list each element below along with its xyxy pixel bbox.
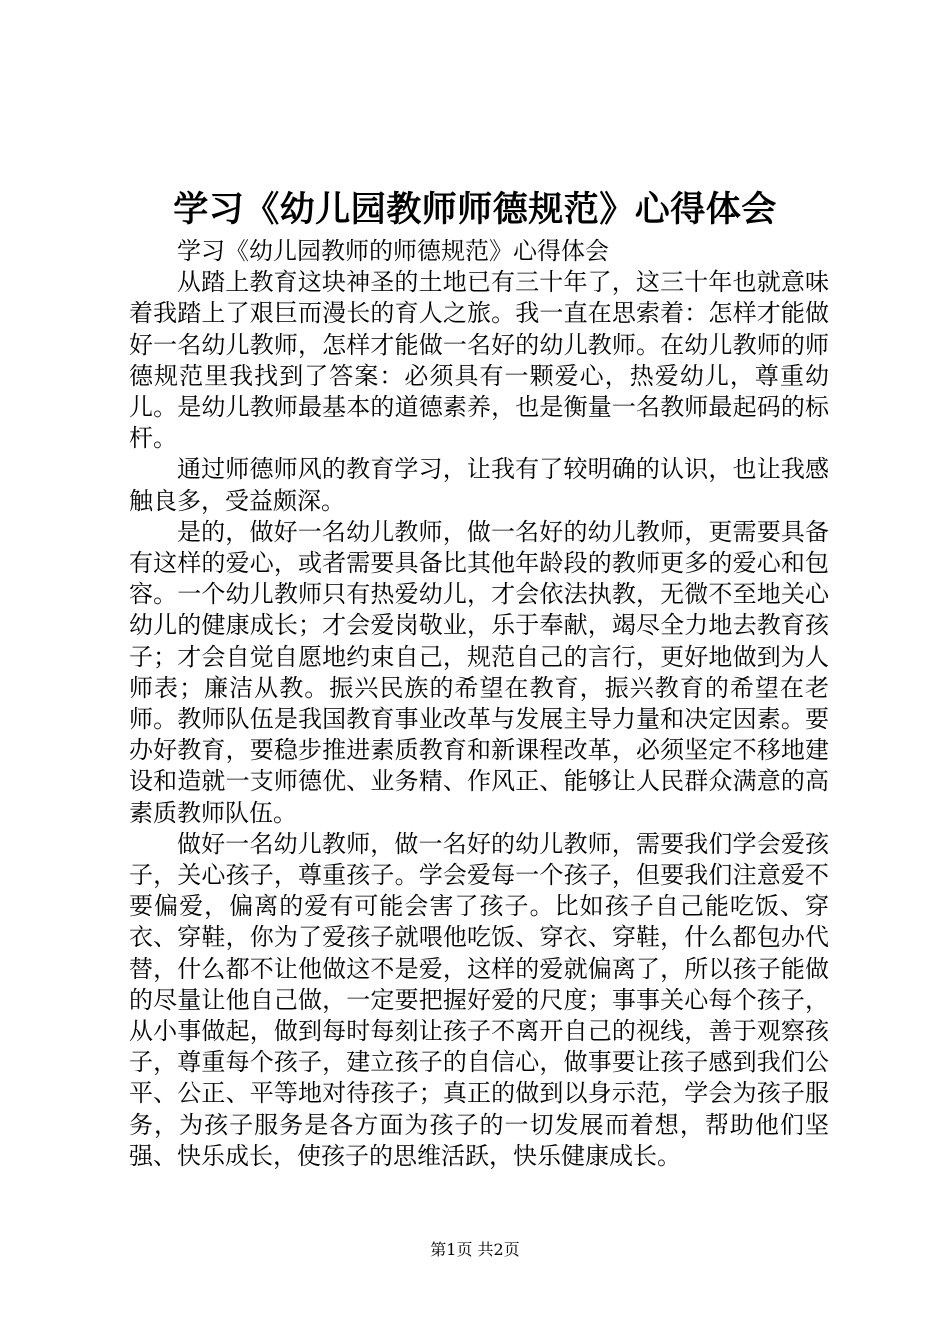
- paragraph: 通过师德师风的教育学习，让我有了较明确的认识，也让我感触良多，受益颇深。: [129, 455, 829, 515]
- document-subtitle: 学习《幼儿园教师的师德规范》心得体会: [177, 237, 609, 265]
- document-body: [129, 236, 829, 1172]
- paragraph: 做好一名幼儿教师，做一名好的幼儿教师，需要我们学会爱孩子，关心孩子，尊重孩子。学会爱每一个孩子，但要我们注意爱不要偏爱，偏离的爱有可能会害了孩子。比如孩子自己能吃饭、穿衣、穿鞋，你为了爱孩子就喂他吃饭、穿衣、穿鞋，什么都包办代替，什么都不让他做这不是爱，这样的爱就偏离了，所以孩子能做的尽量让他自己做，一定要把握好爱的尺度；事事关心每个孩子，从小事做起，做到每时每刻让孩子不离开自己的视线，善于观察孩子，尊重每个孩子，建立孩子的自信心，做事要让孩子感到我们公平、公正、平等地对待孩子；真正的做到以身示范，学会为孩子服务，为孩子服务是各方面为孩子的一切发展而着想，帮助他们坚强、快乐成长，使孩子的思维活跃，快乐健康成长。: [129, 829, 829, 1170]
- page-footer: 第1页 共2页: [430, 1240, 520, 1259]
- paragraph: 是的，做好一名幼儿教师，做一名好的幼儿教师，更需要具备有这样的爱心，或者需要具备比其他年龄段的教师更多的爱心和包容。一个幼儿教师只有热爱幼儿，才会依法执教，无微不至地关心幼儿的健康成长；才会爱岗敬业，乐于奉献，竭尽全力地去教育孩子；才会自觉自愿地约束自己，规范自己的言行，更好地做到为人师表；廉洁从教。振兴民族的希望在教育，振兴教育的希望在老师。教师队伍是我国教育事业改革与发展主导力量和决定因素。要办好教育，要稳步推进素质教育和新课程改革，必须坚定不移地建设和造就一支师德优、业务精、作风正、能够让人民群众满意的高素质教师队伍。: [129, 517, 829, 827]
- document-title: 学习《幼儿园教师师德规范》心得体会: [173, 189, 777, 230]
- paragraph: 从踏上教育这块神圣的土地已有三十年了，这三十年也就意味着我踏上了艰巨而漫长的育人之旅。我一直在思索着：怎样才能做好一名幼儿教师，怎样才能做一名好的幼儿教师。在幼儿教师的师德规范里我找到了答案：必须具有一颗爱心，热爱幼儿，尊重幼儿。是幼儿教师最基本的道德素养，也是衡量一名教师最起码的标杆。: [129, 268, 829, 453]
